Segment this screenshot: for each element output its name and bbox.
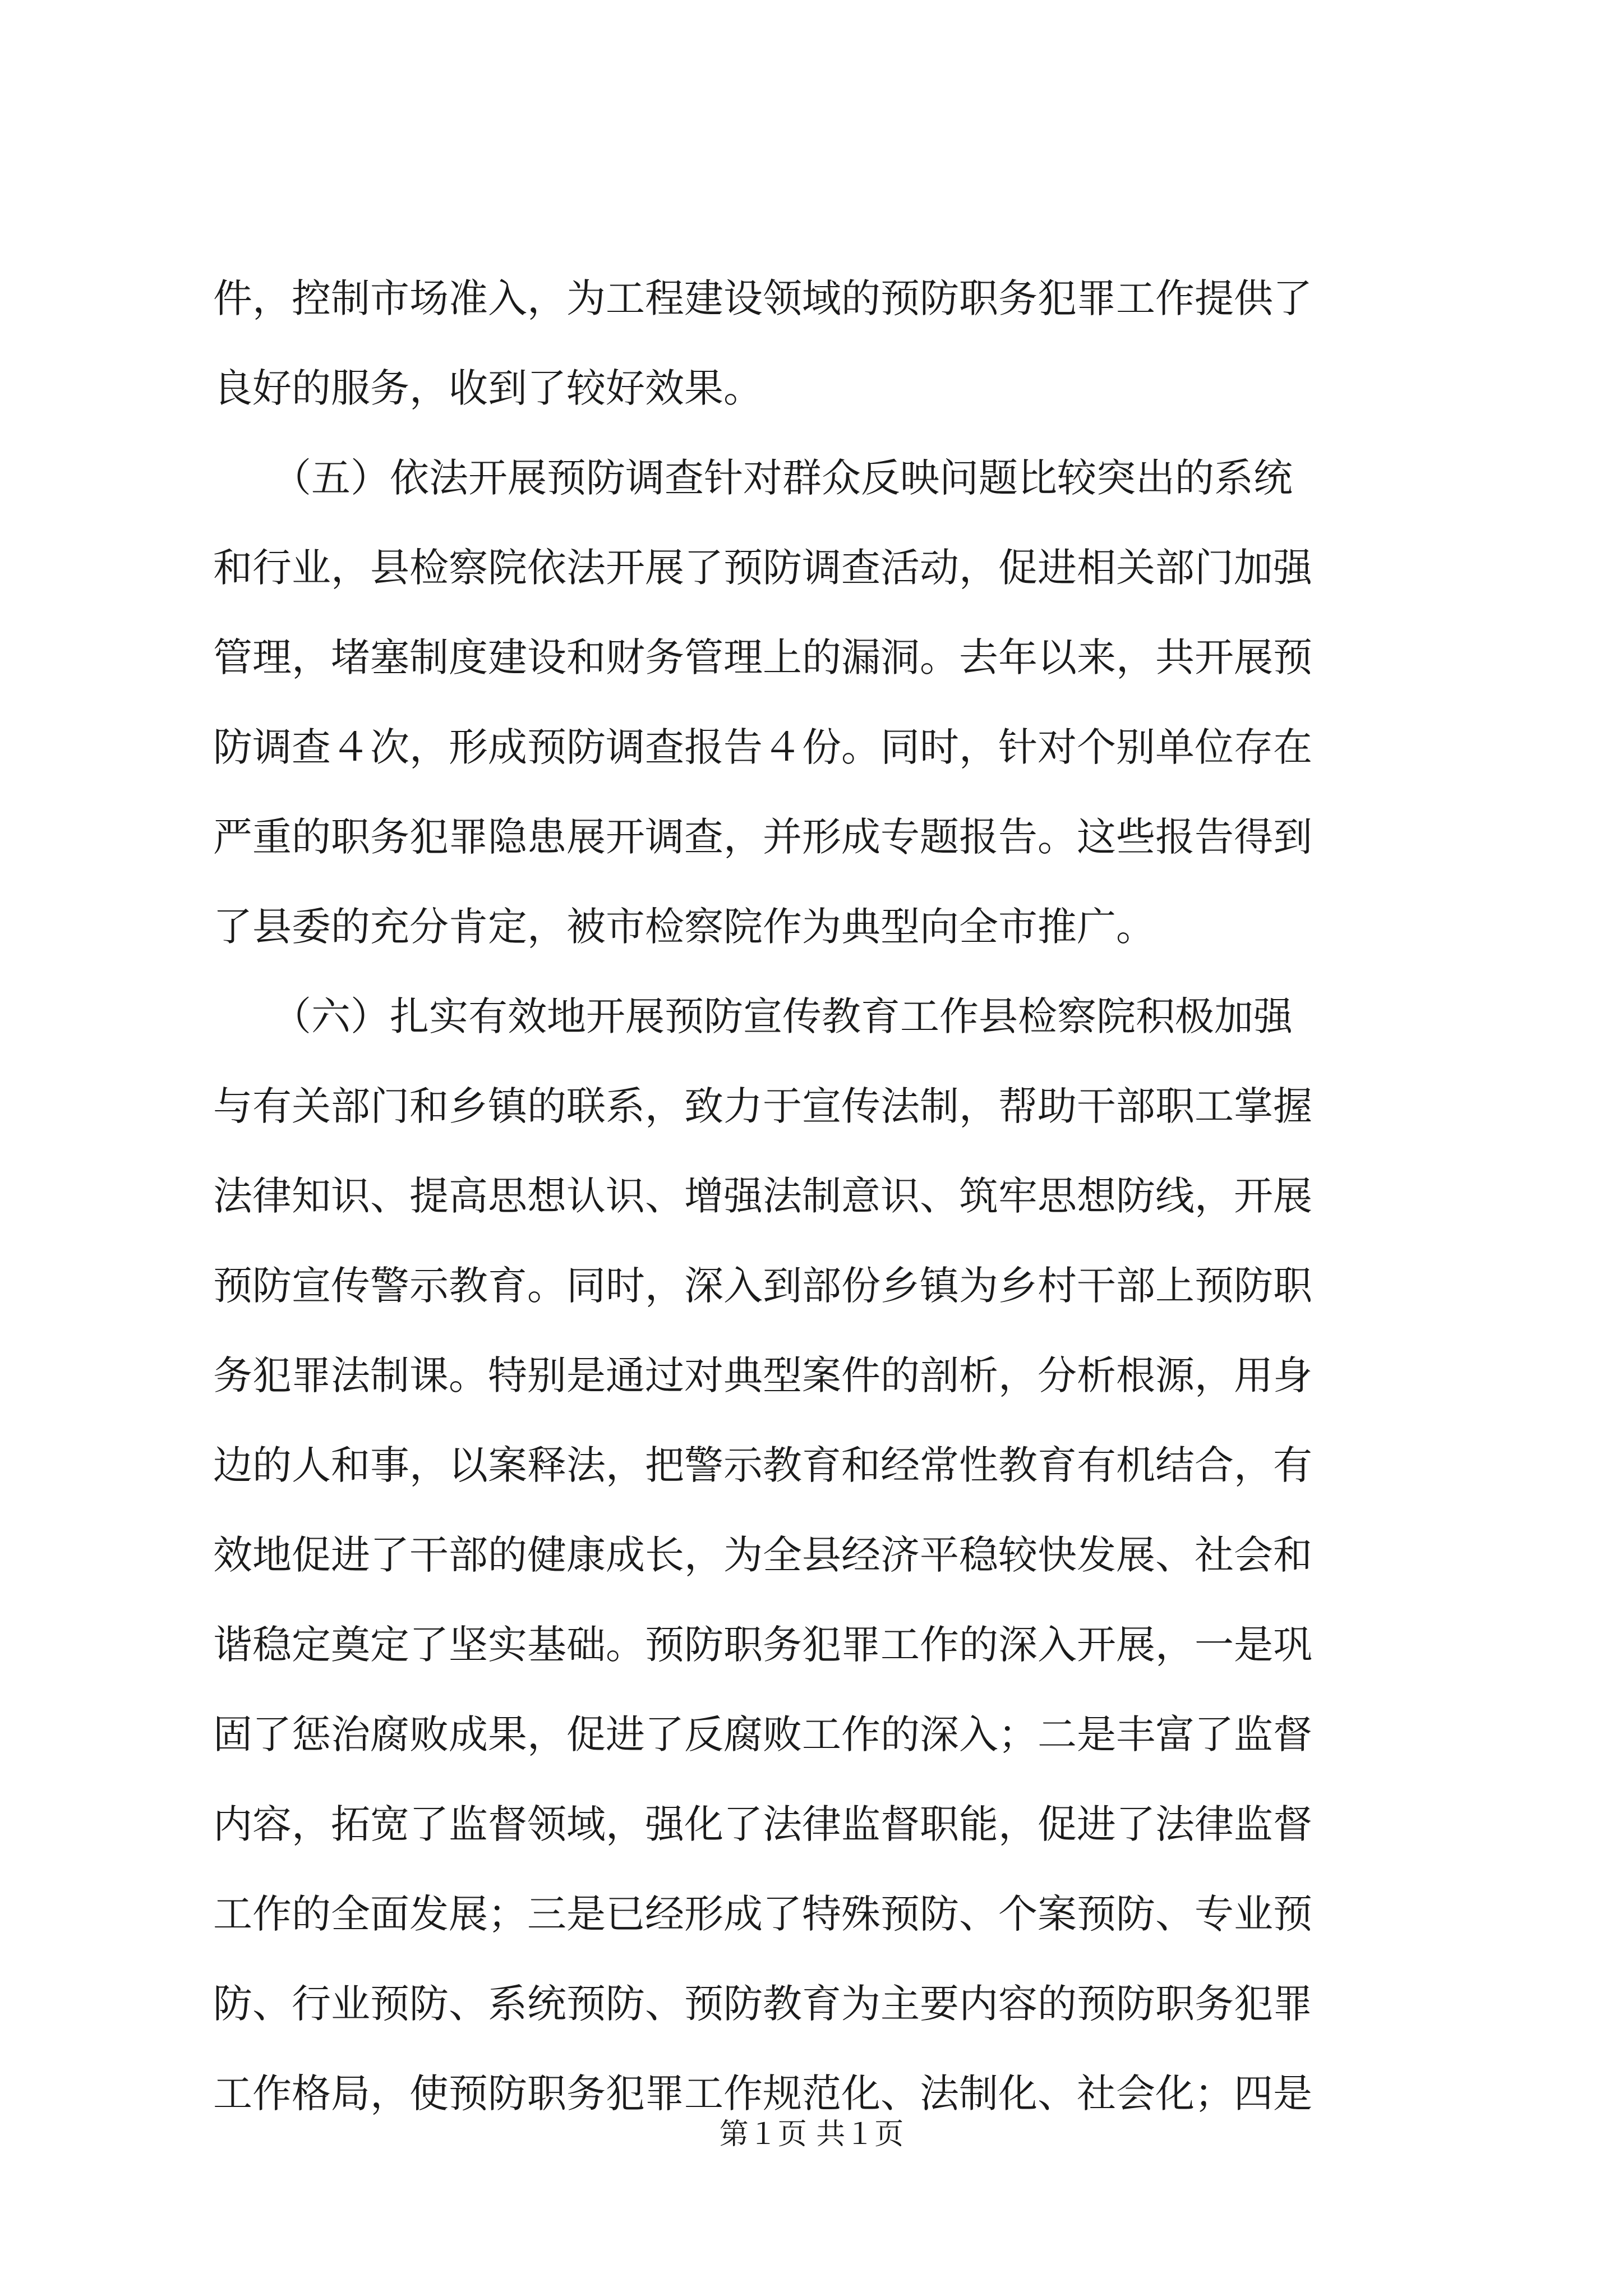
text-line: 了县委的充分肯定，被市检察院作为典型向全市推广。 [213, 904, 1155, 950]
text-line: 边的人和事，以案释法，把警示教育和经常性教育有机结合，有 [213, 1442, 1312, 1488]
text-line: 严重的职务犯罪隐患展开调查，并形成专题报告。这些报告得到 [213, 814, 1312, 860]
document-body [213, 254, 1427, 2138]
text-line: 谐稳定奠定了坚实基础。预防职务犯罪工作的深入开展，一是巩 [213, 1622, 1312, 1668]
text-line: 和行业，县检察院依法开展了预防调查活动，促进相关部门加强 [213, 545, 1312, 591]
text-line: 工作格局，使预防职务犯罪工作规范化、法制化、社会化；四是 [213, 2070, 1312, 2116]
text-line: 内容，拓宽了监督领域，强化了法律监督职能，促进了法律监督 [213, 1801, 1312, 1847]
text-line: 法律知识、提高思想认识、增强法制意识、筑牢思想防线，开展 [213, 1173, 1312, 1219]
paragraph-first-line: （六）扎实有效地开展预防宣传教育工作县检察院积极加强 [213, 993, 1293, 1039]
text-line: 防、行业预防、系统预防、预防教育为主要内容的预防职务犯罪 [213, 1981, 1312, 2027]
page-number-footer: 第１页 共１页 [719, 2118, 904, 2151]
text-line: 务犯罪法制课。特别是通过对典型案件的剖析，分析根源，用身 [213, 1352, 1312, 1398]
text-line: 管理，堵塞制度建设和财务管理上的漏洞。去年以来，共开展预 [213, 634, 1312, 680]
text-line: 效地促进了干部的健康成长，为全县经济平稳较快发展、社会和 [213, 1532, 1312, 1578]
text-line: 固了惩治腐败成果，促进了反腐败工作的深入；二是丰富了监督 [213, 1711, 1312, 1757]
paragraph-first-line: （五）依法开展预防调查针对群众反映问题比较突出的系统 [213, 455, 1293, 501]
text-line: 与有关部门和乡镇的联系，致力于宣传法制，帮助干部职工掌握 [213, 1083, 1312, 1129]
text-line: 预防宣传警示教育。同时，深入到部份乡镇为乡村干部上预防职 [213, 1263, 1312, 1309]
text-line: 工作的全面发展；三是已经形成了特殊预防、个案预防、专业预 [213, 1891, 1312, 1937]
text-line: 件，控制市场准入，为工程建设领域的预防职务犯罪工作提供了 [213, 275, 1312, 321]
text-line: 良好的服务，收到了较好效果。 [213, 365, 763, 411]
text-line: 防调查４次，形成预防调查报告４份。同时，针对个别单位存在 [213, 724, 1312, 770]
